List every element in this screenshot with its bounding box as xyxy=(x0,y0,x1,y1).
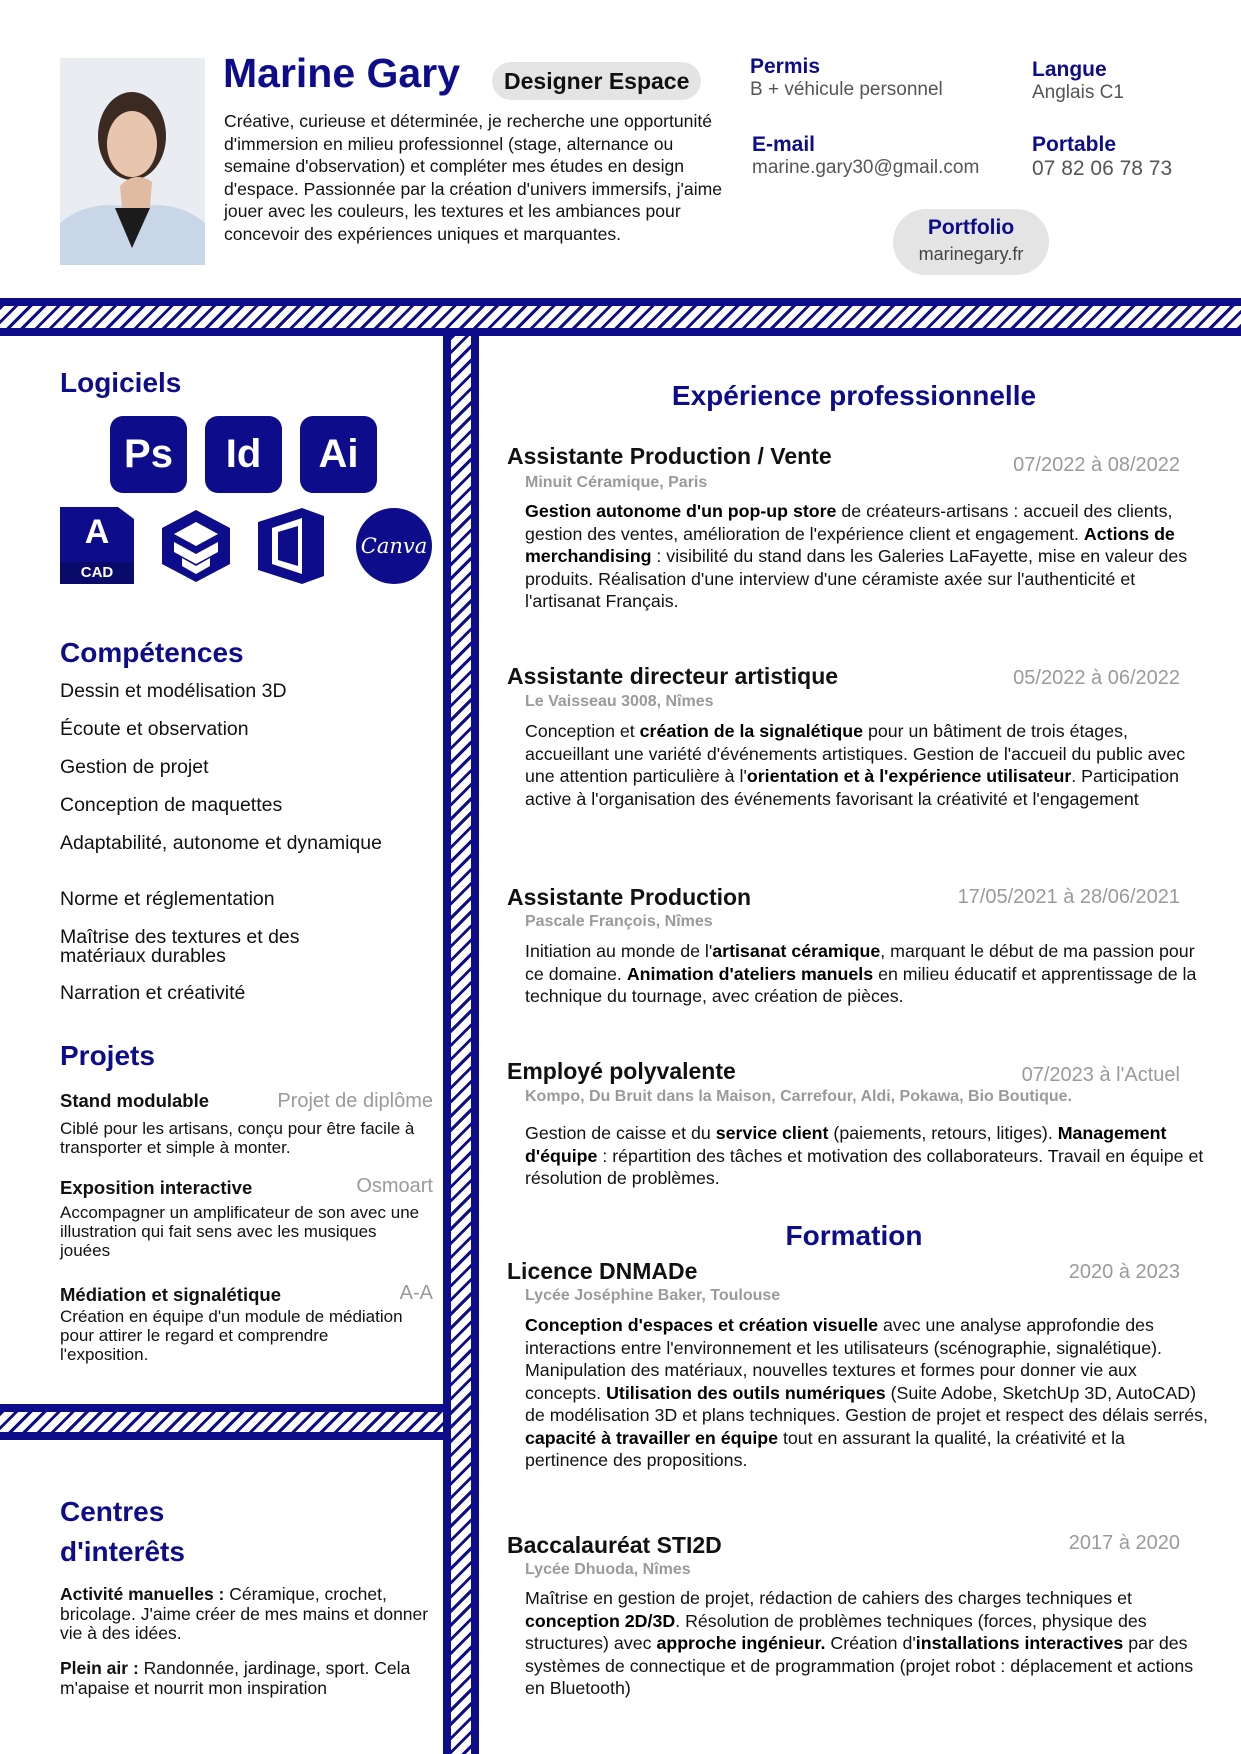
header-rule-lower xyxy=(0,328,1241,336)
candidate-name: Marine Gary xyxy=(223,50,460,96)
project-desc: Création en équipe d'un module de médiation pour attirer le regard et comprendre l'exposition. xyxy=(60,1307,403,1364)
project-desc: Ciblé pour les artisans, conçu pour être facile à transporter et simple à monter. xyxy=(60,1119,415,1157)
body-text: Création d' xyxy=(825,1633,916,1653)
skill-item: Conception de maquettes xyxy=(60,794,283,816)
sidebar-rule xyxy=(0,1404,443,1412)
education-desc xyxy=(525,1587,1210,1700)
education-place: Lycée Dhuoda, Nîmes xyxy=(525,1561,691,1578)
job-desc xyxy=(525,940,1210,1008)
project-tag: A-A xyxy=(399,1282,433,1304)
job-date: 05/2022 à 06/2022 xyxy=(1013,667,1180,689)
job-title: Assistante directeur artistique xyxy=(507,663,839,689)
job-place: Pascale François, Nîmes xyxy=(525,913,713,930)
body-text: avec une analyse approfondie des interactions entre l'environnement et les utilisateurs (scénographie, signalétique). Manipulation des matériaux, nouvelles textures et formes pour donner vie aux concepts. xyxy=(525,1315,1162,1403)
project-title: Médiation et signalétique xyxy=(60,1284,281,1305)
phone-label: Portable xyxy=(1032,133,1117,156)
project-tag: Projet de diplôme xyxy=(277,1090,433,1112)
email-value[interactable]: marine.gary30@gmail.com xyxy=(752,157,980,178)
education-date: 2017 à 2020 xyxy=(1068,1532,1180,1554)
phone-block xyxy=(1032,133,1172,181)
skill-item: Gestion de projet xyxy=(60,756,209,778)
column-rule-left xyxy=(443,336,451,1754)
job-title: Assistante Production / Vente xyxy=(507,443,832,469)
header-hatch-band xyxy=(0,306,1241,328)
highlight-text: service client xyxy=(715,1123,829,1143)
body-text: Initiation au monde de l' xyxy=(525,941,713,961)
email-block xyxy=(752,133,979,179)
body-text: de créateurs-artisans : accueil des clients, gestion des ventes, amélioration de l'expérience client et engagement. xyxy=(525,501,1173,544)
interest-text: Céramique, crochet, bricolage. J'aime créer de mes mains et donner vie à des idées. xyxy=(60,1584,429,1643)
autocad-icon xyxy=(60,507,134,584)
skill-item: Narration et créativité xyxy=(60,982,246,1004)
job-date: 07/2023 à l'Actuel xyxy=(1021,1064,1180,1086)
software-title: Logiciels xyxy=(60,367,182,398)
body-text: . Participation active à l'organisation des événements favorisant la créativité et l'engagement xyxy=(525,766,1179,809)
sketchup-icon xyxy=(158,508,234,584)
skills-title: Compétences xyxy=(60,637,244,668)
interest-label: Plein air : xyxy=(60,1658,139,1678)
sidebar-rule-lower xyxy=(0,1432,443,1440)
highlight-text: Animation d'ateliers manuels xyxy=(626,963,874,984)
langue-block xyxy=(1032,58,1124,104)
interests-title-line2: d'interêts xyxy=(60,1536,185,1567)
project-tag: Osmoart xyxy=(356,1175,433,1197)
highlight-text: approche ingénieur. xyxy=(656,1633,826,1653)
highlight-text: Management d'équipe xyxy=(525,1123,1167,1166)
illustrator-icon: Ai xyxy=(300,416,377,493)
body-text: : répartition des tâches et motivation des collaborateurs. Travail en équipe et résolution de problèmes. xyxy=(525,1145,1204,1188)
education-title-item: Licence DNMADe xyxy=(507,1258,698,1284)
job-desc xyxy=(525,500,1210,613)
body-text: par des systèmes de connectique et de programmation (projet robot : déplacement et actions en Bluetooth) xyxy=(525,1633,1194,1698)
interest-item xyxy=(60,1585,430,1644)
interest-item xyxy=(60,1659,430,1698)
column-hatch xyxy=(451,336,471,1754)
skill-item: Écoute et observation xyxy=(60,718,249,740)
body-text: (Suite Adobe, SketchUp 3D, AutoCAD) de modélisation 3D et plans techniques. Gestion de projet et respect des délais serrés, xyxy=(525,1382,1208,1425)
highlight-text: artisanat céramique xyxy=(712,941,881,961)
portfolio-button[interactable] xyxy=(893,209,1049,275)
skill-item: Dessin et modélisation 3D xyxy=(60,680,287,702)
skill-item: Norme et réglementation xyxy=(60,888,275,910)
role-badge: Designer Espace xyxy=(492,62,701,100)
project-desc: Accompagner un amplificateur de son avec une illustration qui fait sens avec les musiques jouées xyxy=(60,1203,420,1260)
job-date: 07/2022 à 08/2022 xyxy=(1013,454,1180,476)
highlight-text: conception 2D/3D xyxy=(525,1610,676,1631)
permis-value: B + véhicule personnel xyxy=(750,79,943,100)
office-icon xyxy=(258,508,326,584)
education-desc xyxy=(525,1314,1210,1472)
body-text: Maîtrise en gestion de projet, rédaction de cahiers des charges techniques et xyxy=(525,1588,1132,1608)
email-label: E-mail xyxy=(752,133,816,156)
body-text: : visibilité du stand dans les Galeries LaFayette, mise en valeur des produits. Réalisation d'une interview d'une céramiste axée sur l'authenticité et l'artisanat Français. xyxy=(525,546,1188,611)
photoshop-icon: Ps xyxy=(110,416,187,493)
education-place: Lycée Joséphine Baker, Toulouse xyxy=(525,1287,781,1304)
permis-block xyxy=(750,55,943,101)
highlight-text: capacité à travailler en équipe xyxy=(525,1427,779,1448)
project-title: Stand modulable xyxy=(60,1090,210,1111)
job-desc xyxy=(525,1122,1210,1190)
interest-text: Randonnée, jardinage, sport. Cela m'apaise et nourrit mon inspiration xyxy=(60,1658,411,1698)
body-text: , marquant le début de ma passion pour ce domaine. xyxy=(525,941,1195,984)
job-place: Minuit Céramique, Paris xyxy=(525,474,708,491)
interests-title xyxy=(60,1492,185,1572)
education-date: 2020 à 2023 xyxy=(1068,1261,1180,1283)
autocad-letter: A xyxy=(84,513,110,551)
autocad-sub: CAD xyxy=(80,564,114,581)
job-title: Employé polyvalente xyxy=(507,1058,736,1084)
permis-label: Permis xyxy=(750,55,821,78)
body-text: (paiements, retours, litiges). xyxy=(828,1123,1058,1143)
langue-value: Anglais C1 xyxy=(1032,82,1124,103)
job-date: 17/05/2021 à 28/06/2021 xyxy=(957,886,1180,908)
education-title-item: Baccalauréat STI2D xyxy=(507,1532,722,1558)
indesign-icon: Id xyxy=(205,416,282,493)
projects-title: Projets xyxy=(60,1040,155,1071)
body-text: Conception et xyxy=(525,721,640,741)
highlight-text: création de la signalétique xyxy=(639,721,863,741)
education-title: Formation xyxy=(785,1220,923,1251)
portfolio-link[interactable]: marinegary.fr xyxy=(918,244,1024,264)
profile-photo xyxy=(60,58,205,265)
phone-value[interactable]: 07 82 06 78 73 xyxy=(1032,157,1173,180)
body-text: Gestion de caisse et du xyxy=(525,1123,716,1143)
experience-title: Expérience professionnelle xyxy=(671,380,1037,411)
body-text: tout en assurant la qualité, la créativité et la pertinence des propositions. xyxy=(525,1427,1125,1470)
job-place: Le Vaisseau 3008, Nîmes xyxy=(525,693,714,710)
langue-label: Langue xyxy=(1032,58,1107,81)
interest-label: Activité manuelles : xyxy=(60,1584,225,1604)
body-text: pour un bâtiment de trois étages, accueillant une variété d'événements artistiques. Gestion de l'accueil du public avec une attention particulière à l' xyxy=(525,721,1186,786)
highlight-text: Actions de merchandising xyxy=(525,523,1175,566)
job-place: Kompo, Du Bruit dans la Maison, Carrefour, Aldi, Pokawa, Bio Boutique. xyxy=(525,1088,1073,1105)
job-desc xyxy=(525,720,1210,810)
highlight-text: orientation et à l'expérience utilisateur xyxy=(746,766,1072,786)
portfolio-label: Portfolio xyxy=(927,216,1015,239)
highlight-text: installations interactives xyxy=(915,1633,1124,1653)
body-text: . Résolution de problèmes techniques (forces, physique des structures) avec xyxy=(525,1610,1147,1653)
header-rule xyxy=(0,298,1241,306)
body-text: en milieu éducatif et apprentissage de la technique du tournage, avec création de pièces. xyxy=(525,963,1197,1006)
highlight-text: Gestion autonome d'un pop-up store xyxy=(525,501,837,521)
column-rule-right xyxy=(471,336,479,1754)
highlight-text: Utilisation des outils numériques xyxy=(606,1382,886,1403)
canva-icon: Canva xyxy=(356,508,432,584)
interests-title-line1: Centres xyxy=(60,1496,165,1527)
sidebar-hatch xyxy=(0,1412,443,1432)
highlight-text: Conception d'espaces et création visuelle xyxy=(525,1315,879,1335)
skill-item: Adaptabilité, autonome et dynamique xyxy=(60,832,382,854)
job-title: Assistante Production xyxy=(507,884,752,910)
project-title: Exposition interactive xyxy=(60,1177,253,1198)
skill-item: Maîtrise des textures et des matériaux durables xyxy=(60,926,300,967)
intro-text: Créative, curieuse et déterminée, je recherche une opportunité d'immersion en milieu professionnel (stage, alternance ou semaine d'observation) et compléter mes études en design d'espace. Passionnée par la création d'univers immersifs, j'aime jouer avec les couleurs, les textures et les ambiances pour concevoir des expériences uniques et marquantes. xyxy=(224,111,723,244)
